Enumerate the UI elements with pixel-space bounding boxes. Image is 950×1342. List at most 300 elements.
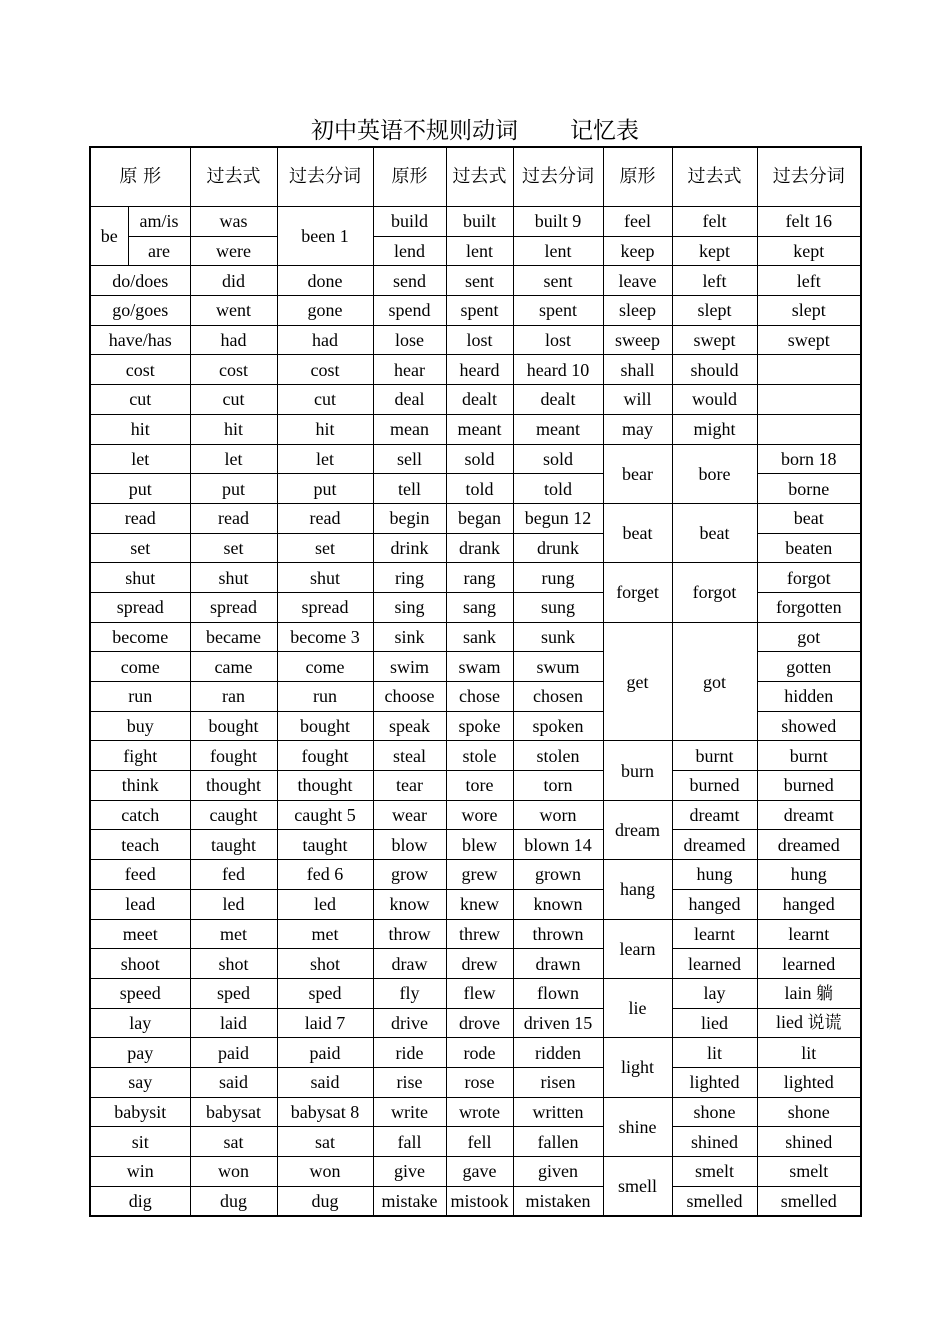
verb-cell: did xyxy=(190,266,277,296)
table-row xyxy=(90,296,861,326)
verb-cell: caught 5 xyxy=(277,800,373,830)
table-row xyxy=(90,919,861,949)
verb-cell: sat xyxy=(277,1127,373,1157)
verb-cell: flew xyxy=(446,978,513,1008)
verb-cell: buy xyxy=(90,711,190,741)
verb-cell: tell xyxy=(373,474,446,504)
verb-cell: smelled xyxy=(672,1186,757,1216)
verb-cell: done xyxy=(277,266,373,296)
verb-cell: burned xyxy=(757,771,861,801)
verb-cell: came xyxy=(190,652,277,682)
verb-cell: sent xyxy=(513,266,603,296)
title-main: 初中英语不规则动词 xyxy=(311,118,518,144)
verb-cell: drink xyxy=(373,533,446,563)
verb-cell: burnt xyxy=(757,741,861,771)
verb-cell: rung xyxy=(513,563,603,593)
table-row xyxy=(90,889,861,919)
verb-cell: knew xyxy=(446,889,513,919)
verb-cell: dig xyxy=(90,1186,190,1216)
verb-cell: lend xyxy=(373,236,446,266)
verb-cell: gone xyxy=(277,296,373,326)
verb-cell: risen xyxy=(513,1067,603,1097)
table-row xyxy=(90,771,861,801)
verb-cell: sung xyxy=(513,592,603,622)
table-row xyxy=(90,978,861,1008)
verb-cell: spread xyxy=(90,592,190,622)
verb-cell: bear xyxy=(603,444,672,503)
verb-cell: set xyxy=(90,533,190,563)
verb-cell: blow xyxy=(373,830,446,860)
verb-cell: chosen xyxy=(513,682,603,712)
verb-cell: felt 16 xyxy=(757,207,861,237)
verb-cell: babysat xyxy=(190,1097,277,1127)
verb-cell: run xyxy=(277,682,373,712)
table-row xyxy=(90,444,861,474)
verb-cell: went xyxy=(190,296,277,326)
verb-cell: cut xyxy=(90,385,190,415)
verb-cell: sell xyxy=(373,444,446,474)
verb-cell: sit xyxy=(90,1127,190,1157)
verb-cell: learnt xyxy=(672,919,757,949)
verb-cell: grew xyxy=(446,860,513,890)
verb-cell: chose xyxy=(446,682,513,712)
verb-cell: spread xyxy=(277,592,373,622)
verb-cell: drew xyxy=(446,949,513,979)
verb-cell: built 9 xyxy=(513,207,603,237)
table-row xyxy=(90,325,861,355)
verb-cell: spent xyxy=(446,296,513,326)
verb-cell: beaten xyxy=(757,533,861,563)
verb-cell: read xyxy=(277,503,373,533)
verb-cell: fallen xyxy=(513,1127,603,1157)
verb-cell: cost xyxy=(190,355,277,385)
header-cell: 过去分词 xyxy=(513,147,603,207)
verb-cell: shoot xyxy=(90,949,190,979)
verb-cell: beat xyxy=(757,503,861,533)
verb-cell: do/does xyxy=(90,266,190,296)
verb-cell: borne xyxy=(757,474,861,504)
verb-cell: drive xyxy=(373,1008,446,1038)
title-sub: 记忆表 xyxy=(570,118,639,144)
verb-cell: will xyxy=(603,385,672,415)
verb-cell: dreamed xyxy=(672,830,757,860)
verb-cell: fought xyxy=(190,741,277,771)
verb-cell xyxy=(757,414,861,444)
table-row xyxy=(90,1186,861,1216)
verb-cell: say xyxy=(90,1067,190,1097)
verb-cell: dug xyxy=(277,1186,373,1216)
verb-cell: said xyxy=(277,1067,373,1097)
verb-cell: rode xyxy=(446,1038,513,1068)
verb-cell: shut xyxy=(90,563,190,593)
verb-cell: left xyxy=(672,266,757,296)
verb-cell: thrown xyxy=(513,919,603,949)
table-row xyxy=(90,1038,861,1068)
table-row xyxy=(90,207,861,237)
verb-cell: lied xyxy=(672,1008,757,1038)
verb-cell: spoken xyxy=(513,711,603,741)
verb-cell: hidden xyxy=(757,682,861,712)
verb-cell: drunk xyxy=(513,533,603,563)
verb-cell: swept xyxy=(672,325,757,355)
verb-cell: sweep xyxy=(603,325,672,355)
verb-cell: given xyxy=(513,1157,603,1187)
verb-cell: burn xyxy=(603,741,672,800)
verb-cell: shined xyxy=(757,1127,861,1157)
verb-cell: rose xyxy=(446,1067,513,1097)
table-row xyxy=(90,385,861,415)
verb-cell: forgotten xyxy=(757,592,861,622)
verb-cell: shut xyxy=(190,563,277,593)
table-row xyxy=(90,800,861,830)
verb-cell: forget xyxy=(603,563,672,622)
verb-cell: put xyxy=(190,474,277,504)
verb-cell: blown 14 xyxy=(513,830,603,860)
verb-cell: hit xyxy=(277,414,373,444)
verb-cell: sped xyxy=(190,978,277,1008)
verb-cell: known xyxy=(513,889,603,919)
verb-cell: become 3 xyxy=(277,622,373,652)
verb-cell: swim xyxy=(373,652,446,682)
verb-cell: catch xyxy=(90,800,190,830)
verb-cell: might xyxy=(672,414,757,444)
table-row xyxy=(90,830,861,860)
verb-cell: caught xyxy=(190,800,277,830)
verb-cell: grown xyxy=(513,860,603,890)
verb-cell: feel xyxy=(603,207,672,237)
verb-cell: sink xyxy=(373,622,446,652)
verb-cell: paid xyxy=(277,1038,373,1068)
table-row xyxy=(90,266,861,296)
header-row xyxy=(90,147,861,207)
verb-cell: burnt xyxy=(672,741,757,771)
be-form-cell: am/is xyxy=(128,207,190,237)
verb-cell: born 18 xyxy=(757,444,861,474)
verb-cell: put xyxy=(277,474,373,504)
verb-cell: worn xyxy=(513,800,603,830)
verb-cell: choose xyxy=(373,682,446,712)
verb-cell: may xyxy=(603,414,672,444)
verb-cell: shot xyxy=(277,949,373,979)
verb-cell: shut xyxy=(277,563,373,593)
verb-cell: swept xyxy=(757,325,861,355)
verb-cell: keep xyxy=(603,236,672,266)
verb-cell: fought xyxy=(277,741,373,771)
verb-cell: mean xyxy=(373,414,446,444)
verb-cell: throw xyxy=(373,919,446,949)
verb-cell: learned xyxy=(672,949,757,979)
verb-cell xyxy=(757,355,861,385)
verb-cell: have/has xyxy=(90,325,190,355)
verb-cell: bought xyxy=(277,711,373,741)
verb-cell: let xyxy=(90,444,190,474)
verb-cell: led xyxy=(190,889,277,919)
verb-cell: think xyxy=(90,771,190,801)
verb-cell: sang xyxy=(446,592,513,622)
verb-cell: write xyxy=(373,1097,446,1127)
verb-cell: dreamt xyxy=(757,800,861,830)
verb-cell: got xyxy=(757,622,861,652)
verb-cell: flown xyxy=(513,978,603,1008)
verb-cell: come xyxy=(277,652,373,682)
verb-cell: spoke xyxy=(446,711,513,741)
verb-cell: lighted xyxy=(757,1067,861,1097)
verb-cell: speak xyxy=(373,711,446,741)
verb-cell: dream xyxy=(603,800,672,859)
verb-cell: begun 12 xyxy=(513,503,603,533)
verb-cell: ring xyxy=(373,563,446,593)
verb-cell: threw xyxy=(446,919,513,949)
table-row xyxy=(90,236,861,266)
verb-cell: smelt xyxy=(757,1157,861,1187)
header-cell: 原形 xyxy=(373,147,446,207)
table-row xyxy=(90,1067,861,1097)
be-label-cell: be xyxy=(90,207,128,266)
verb-cell: taught xyxy=(190,830,277,860)
verb-cell: dug xyxy=(190,1186,277,1216)
be-pp-cell: been 1 xyxy=(277,207,373,266)
verb-cell: kept xyxy=(672,236,757,266)
verb-cell: dealt xyxy=(446,385,513,415)
verb-cell: thought xyxy=(190,771,277,801)
verb-cell: mistook xyxy=(446,1186,513,1216)
verb-cell: hanged xyxy=(757,889,861,919)
verb-cell: drove xyxy=(446,1008,513,1038)
verb-cell: let xyxy=(277,444,373,474)
verb-cell: lied 说谎 xyxy=(757,1008,861,1038)
header-cell: 过去分词 xyxy=(277,147,373,207)
header-cell: 过去式 xyxy=(190,147,277,207)
verb-cell: sing xyxy=(373,592,446,622)
be-past-cell: were xyxy=(190,236,277,266)
table-row xyxy=(90,414,861,444)
verb-cell: dreamt xyxy=(672,800,757,830)
table-row xyxy=(90,860,861,890)
verb-cell: sent xyxy=(446,266,513,296)
verb-cell: lighted xyxy=(672,1067,757,1097)
verb-cell xyxy=(757,385,861,415)
verb-cell: leave xyxy=(603,266,672,296)
verb-cell: sank xyxy=(446,622,513,652)
verb-cell: heard xyxy=(446,355,513,385)
verb-cell: put xyxy=(90,474,190,504)
table-row xyxy=(90,1157,861,1187)
verb-cell: dreamed xyxy=(757,830,861,860)
verb-cell: spread xyxy=(190,592,277,622)
verb-cell: had xyxy=(277,325,373,355)
verb-cell: gave xyxy=(446,1157,513,1187)
verb-cell: run xyxy=(90,682,190,712)
header-cell: 过去分词 xyxy=(757,147,861,207)
verb-cell: won xyxy=(190,1157,277,1187)
verb-cell: read xyxy=(190,503,277,533)
verb-cell: steal xyxy=(373,741,446,771)
verb-cell: met xyxy=(277,919,373,949)
verb-cell: sleep xyxy=(603,296,672,326)
verb-cell: lit xyxy=(757,1038,861,1068)
verb-cell: told xyxy=(513,474,603,504)
verb-cell: kept xyxy=(757,236,861,266)
verb-cell: lost xyxy=(513,325,603,355)
verb-cell: sold xyxy=(446,444,513,474)
verb-cell: sat xyxy=(190,1127,277,1157)
verb-cell: light xyxy=(603,1038,672,1097)
verb-cell: bought xyxy=(190,711,277,741)
verb-cell: paid xyxy=(190,1038,277,1068)
verb-cell: swam xyxy=(446,652,513,682)
verb-cell: met xyxy=(190,919,277,949)
verb-cell: fed xyxy=(190,860,277,890)
verb-cell: learn xyxy=(603,919,672,978)
verb-cell: beat xyxy=(603,503,672,562)
verb-cell: lay xyxy=(672,978,757,1008)
verb-cell: burned xyxy=(672,771,757,801)
table-row xyxy=(90,1097,861,1127)
header-cell: 过去式 xyxy=(446,147,513,207)
be-past-cell: was xyxy=(190,207,277,237)
verb-cell: shall xyxy=(603,355,672,385)
verb-cell: let xyxy=(190,444,277,474)
header-cell: 过去式 xyxy=(672,147,757,207)
verb-cell: tore xyxy=(446,771,513,801)
verb-cell: laid 7 xyxy=(277,1008,373,1038)
verb-cell: should xyxy=(672,355,757,385)
verb-cell: draw xyxy=(373,949,446,979)
verb-cell: forgot xyxy=(672,563,757,622)
verb-cell: gotten xyxy=(757,652,861,682)
verb-cell: felt xyxy=(672,207,757,237)
verb-cell: fell xyxy=(446,1127,513,1157)
verb-cell: cost xyxy=(90,355,190,385)
verb-cell: wear xyxy=(373,800,446,830)
verb-cell: hung xyxy=(757,860,861,890)
verb-cell: heard 10 xyxy=(513,355,603,385)
verb-cell: lay xyxy=(90,1008,190,1038)
verb-cell: become xyxy=(90,622,190,652)
verb-cell: go/goes xyxy=(90,296,190,326)
verb-cell: fed 6 xyxy=(277,860,373,890)
verb-cell: begin xyxy=(373,503,446,533)
verb-cell: smell xyxy=(603,1157,672,1217)
verb-cell: hang xyxy=(603,860,672,919)
verb-cell: swum xyxy=(513,652,603,682)
verb-cell: fly xyxy=(373,978,446,1008)
verb-cell: feed xyxy=(90,860,190,890)
verb-cell: tear xyxy=(373,771,446,801)
verb-cell: hung xyxy=(672,860,757,890)
verb-cell: ride xyxy=(373,1038,446,1068)
verb-cell: win xyxy=(90,1157,190,1187)
verb-cell: written xyxy=(513,1097,603,1127)
verb-cell: would xyxy=(672,385,757,415)
verb-cell: lain 躺 xyxy=(757,978,861,1008)
verb-cell: left xyxy=(757,266,861,296)
verb-cell: stolen xyxy=(513,741,603,771)
verb-cell: babysat 8 xyxy=(277,1097,373,1127)
verb-cell: hit xyxy=(90,414,190,444)
verb-cell: built xyxy=(446,207,513,237)
verb-cell: dealt xyxy=(513,385,603,415)
verb-cell: smelled xyxy=(757,1186,861,1216)
verb-cell: meet xyxy=(90,919,190,949)
verb-cell: sold xyxy=(513,444,603,474)
verb-cell: beat xyxy=(672,503,757,562)
verb-cell: come xyxy=(90,652,190,682)
table-row xyxy=(90,949,861,979)
verb-cell: speed xyxy=(90,978,190,1008)
verb-cell: spend xyxy=(373,296,446,326)
verb-cell: lent xyxy=(446,236,513,266)
verb-cell: bore xyxy=(672,444,757,503)
verb-cell: smelt xyxy=(672,1157,757,1187)
table-row xyxy=(90,503,861,533)
verb-cell: meant xyxy=(446,414,513,444)
table-row xyxy=(90,622,861,652)
table-row xyxy=(90,563,861,593)
verb-cell: shined xyxy=(672,1127,757,1157)
verb-cell: got xyxy=(672,622,757,741)
verb-cell: cut xyxy=(190,385,277,415)
verb-cell: deal xyxy=(373,385,446,415)
verb-cell: fight xyxy=(90,741,190,771)
verb-cell: cut xyxy=(277,385,373,415)
verb-cell: lost xyxy=(446,325,513,355)
verb-cell: grow xyxy=(373,860,446,890)
verb-cell: stole xyxy=(446,741,513,771)
verb-cell: shine xyxy=(603,1097,672,1156)
verb-cell: won xyxy=(277,1157,373,1187)
verb-cell: driven 15 xyxy=(513,1008,603,1038)
verb-cell: pay xyxy=(90,1038,190,1068)
verb-cell: get xyxy=(603,622,672,741)
verb-cell: led xyxy=(277,889,373,919)
verb-cell: had xyxy=(190,325,277,355)
verb-cell: hanged xyxy=(672,889,757,919)
verb-cell: meant xyxy=(513,414,603,444)
verb-cell: thought xyxy=(277,771,373,801)
verb-cell: drawn xyxy=(513,949,603,979)
verb-cell: spent xyxy=(513,296,603,326)
verb-cell: rang xyxy=(446,563,513,593)
verb-cell: hear xyxy=(373,355,446,385)
verb-cell: lead xyxy=(90,889,190,919)
table-row xyxy=(90,1127,861,1157)
verb-cell: rise xyxy=(373,1067,446,1097)
verb-cell: showed xyxy=(757,711,861,741)
be-form-cell: are xyxy=(128,236,190,266)
verb-cell: send xyxy=(373,266,446,296)
verb-cell: mistaken xyxy=(513,1186,603,1216)
verb-cell: learned xyxy=(757,949,861,979)
verb-cell: know xyxy=(373,889,446,919)
verb-cell: slept xyxy=(672,296,757,326)
verb-cell: set xyxy=(277,533,373,563)
verb-cell: sunk xyxy=(513,622,603,652)
verb-cell: lent xyxy=(513,236,603,266)
verb-cell: blew xyxy=(446,830,513,860)
verb-cell: read xyxy=(90,503,190,533)
table-row xyxy=(90,355,861,385)
verb-cell: taught xyxy=(277,830,373,860)
verb-cell: torn xyxy=(513,771,603,801)
table-body xyxy=(90,147,861,1216)
verb-cell: ridden xyxy=(513,1038,603,1068)
verb-cell: forgot xyxy=(757,563,861,593)
verb-cell: wrote xyxy=(446,1097,513,1127)
verb-cell: began xyxy=(446,503,513,533)
verb-cell: set xyxy=(190,533,277,563)
header-cell: 原形 xyxy=(603,147,672,207)
